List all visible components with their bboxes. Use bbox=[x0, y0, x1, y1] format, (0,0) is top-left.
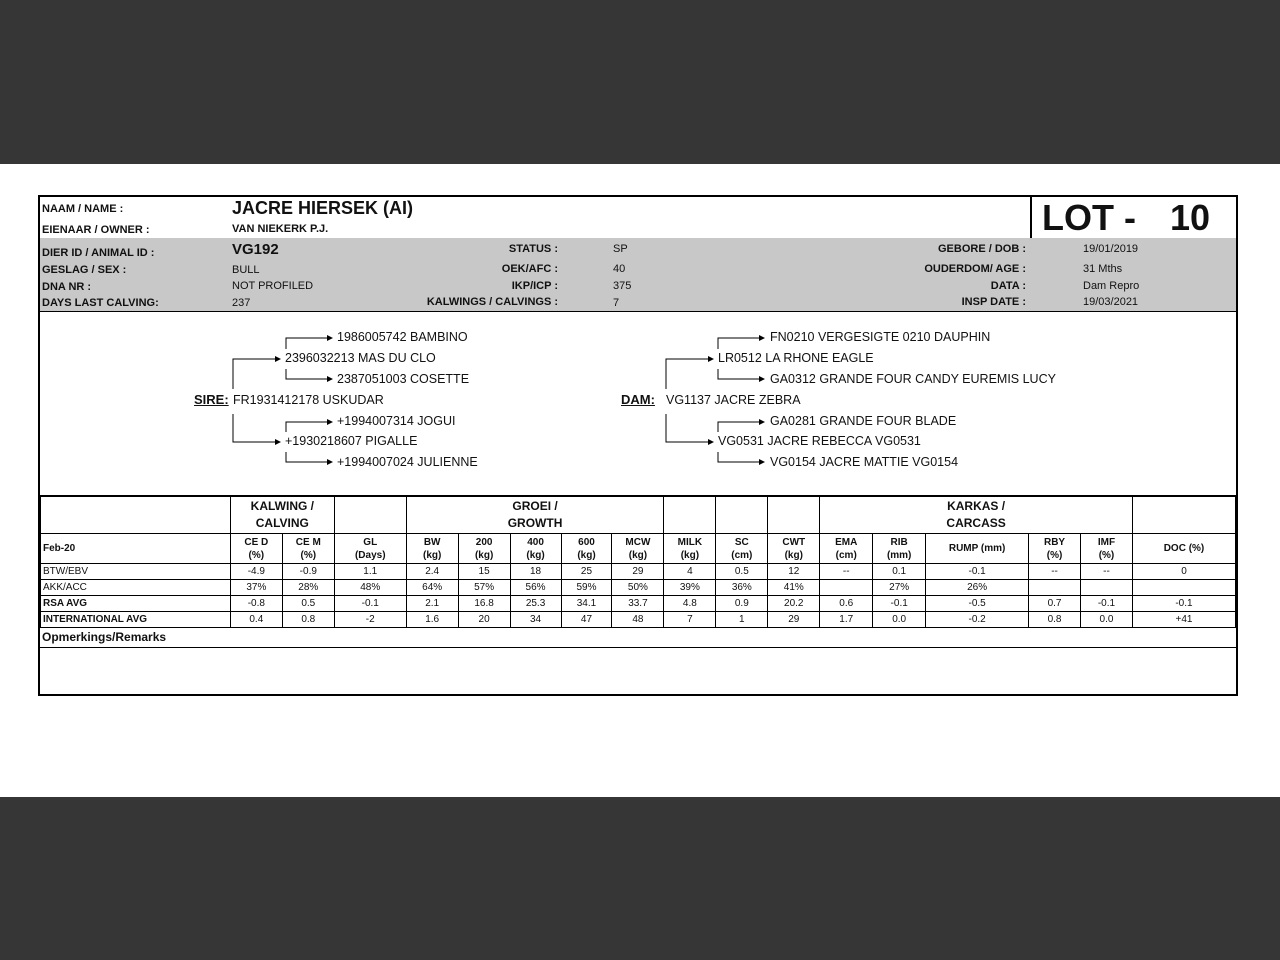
table-cell: 41% bbox=[768, 580, 820, 596]
table-cell: 64% bbox=[406, 580, 458, 596]
column-header: CE D (%) bbox=[230, 534, 282, 564]
table-cell: 29 bbox=[768, 612, 820, 628]
dam-dam-dam: VG0154 JACRE MATTIE VG0154 bbox=[770, 455, 959, 469]
group-carcass: KARKAS / CARCASS bbox=[820, 497, 1133, 534]
column-header: MCW (kg) bbox=[612, 534, 664, 564]
dam-name: VG1137 JACRE ZEBRA bbox=[666, 393, 801, 407]
table-cell: 0.7 bbox=[1029, 596, 1081, 612]
dam-label: DAM: bbox=[621, 392, 655, 407]
table-cell: 28% bbox=[282, 580, 334, 596]
column-header: RUMP (mm) bbox=[926, 534, 1029, 564]
table-cell: 20 bbox=[458, 612, 510, 628]
column-header: DOC (%) bbox=[1132, 534, 1235, 564]
table-cell: -0.5 bbox=[926, 596, 1029, 612]
dam-sire-dam: GA0312 GRANDE FOUR CANDY EUREMIS LUCY bbox=[770, 372, 1056, 386]
table-cell: 34 bbox=[510, 612, 561, 628]
table-cell: 25.3 bbox=[510, 596, 561, 612]
table-cell: 1 bbox=[716, 612, 768, 628]
afc-value: 40 bbox=[613, 263, 626, 275]
name-label: NAAM / NAME : bbox=[42, 203, 124, 215]
table-cell: 12 bbox=[768, 564, 820, 580]
table-cell: -4.9 bbox=[230, 564, 282, 580]
table-cell: 0.5 bbox=[716, 564, 768, 580]
sire-name: FR1931412178 USKUDAR bbox=[233, 393, 384, 407]
table-cell: 4 bbox=[664, 564, 716, 580]
column-header: 200 (kg) bbox=[458, 534, 510, 564]
row-label: RSA AVG bbox=[41, 596, 231, 612]
age-value: 31 Mths bbox=[1083, 263, 1123, 275]
table-cell bbox=[1081, 580, 1133, 596]
afc-label: OEK/AFC : bbox=[501, 263, 558, 275]
table-cell: 34.1 bbox=[561, 596, 612, 612]
table-cell: 57% bbox=[458, 580, 510, 596]
table-cell: 47 bbox=[561, 612, 612, 628]
table-cell: -0.2 bbox=[926, 612, 1029, 628]
table-cell: -- bbox=[1081, 564, 1133, 580]
calvings-label: KALWINGS / CALVINGS : bbox=[426, 296, 558, 308]
lot-box bbox=[1030, 197, 1238, 238]
insp-date-value: 19/03/2021 bbox=[1083, 296, 1139, 308]
table-cell: 59% bbox=[561, 580, 612, 596]
table-cell: 0.0 bbox=[873, 612, 926, 628]
table-cell: 0.4 bbox=[230, 612, 282, 628]
group-header-row bbox=[41, 497, 1236, 534]
icp-label: IKP/ICP : bbox=[511, 280, 558, 292]
table-cell: 0 bbox=[1132, 564, 1235, 580]
table-cell: 29 bbox=[612, 564, 664, 580]
lot-sheet bbox=[38, 195, 1238, 696]
calvings-value: 7 bbox=[613, 297, 620, 309]
dam-sire: LR0512 LA RHONE EAGLE bbox=[718, 351, 874, 365]
table-cell: 26% bbox=[926, 580, 1029, 596]
table-cell: 0.0 bbox=[1081, 612, 1133, 628]
group-growth: GROEI / GROWTH bbox=[406, 497, 664, 534]
table-cell: 36% bbox=[716, 580, 768, 596]
animal-id-value: VG192 bbox=[232, 241, 279, 258]
row-label: INTERNATIONAL AVG bbox=[41, 612, 231, 628]
column-header: RBY (%) bbox=[1029, 534, 1081, 564]
table-cell: 16.8 bbox=[458, 596, 510, 612]
lot-number: 10 bbox=[1170, 197, 1211, 238]
table-cell: 0.8 bbox=[282, 612, 334, 628]
table-cell: -- bbox=[820, 564, 873, 580]
insp-date-label: INSP DATE : bbox=[961, 296, 1026, 308]
table-cell: 48 bbox=[612, 612, 664, 628]
data-value: Dam Repro bbox=[1083, 280, 1140, 292]
table-cell: 0.9 bbox=[716, 596, 768, 612]
table-cell: 7 bbox=[664, 612, 716, 628]
sire-label: SIRE: bbox=[194, 392, 229, 407]
dam-dam-sire: GA0281 GRANDE FOUR BLADE bbox=[770, 414, 957, 428]
table-cell: 4.8 bbox=[664, 596, 716, 612]
dob-label: GEBORE / DOB : bbox=[937, 243, 1026, 255]
table-cell bbox=[820, 580, 873, 596]
table-cell: -0.8 bbox=[230, 596, 282, 612]
table-row bbox=[41, 580, 1236, 596]
table-cell: 56% bbox=[510, 580, 561, 596]
status-label: STATUS : bbox=[508, 243, 558, 255]
row-label: AKK/ACC bbox=[41, 580, 231, 596]
ebv-table bbox=[40, 496, 1236, 628]
table-row bbox=[41, 612, 1236, 628]
info-band bbox=[40, 238, 1236, 312]
animal-id-label: DIER ID / ANIMAL ID : bbox=[42, 247, 155, 259]
column-header: CWT (kg) bbox=[768, 534, 820, 564]
column-header: 400 (kg) bbox=[510, 534, 561, 564]
remarks-label: Opmerkings/Remarks bbox=[42, 630, 167, 644]
dam-dam: VG0531 JACRE REBECCA VG0531 bbox=[718, 434, 921, 448]
dam-sire-sire: FN0210 VERGESIGTE 0210 DAUPHIN bbox=[770, 330, 991, 344]
table-row bbox=[41, 564, 1236, 580]
column-header: BW (kg) bbox=[406, 534, 458, 564]
status-value: SP bbox=[613, 243, 628, 255]
column-header: SC (cm) bbox=[716, 534, 768, 564]
table-cell: 1.1 bbox=[334, 564, 406, 580]
sire-dam-sire: +1994007314 JOGUI bbox=[337, 414, 456, 428]
table-cell: -2 bbox=[334, 612, 406, 628]
animal-name: JACRE HIERSEK (AI) bbox=[232, 198, 414, 218]
table-cell: 1.7 bbox=[820, 612, 873, 628]
name-header bbox=[40, 197, 1236, 239]
dna-label: DNA NR : bbox=[42, 281, 92, 293]
table-cell: 1.6 bbox=[406, 612, 458, 628]
column-header: MILK (kg) bbox=[664, 534, 716, 564]
data-label: DATA : bbox=[990, 280, 1026, 292]
sire-dam-dam: +1994007024 JULIENNE bbox=[337, 455, 478, 469]
table-cell: 27% bbox=[873, 580, 926, 596]
table-cell: 33.7 bbox=[612, 596, 664, 612]
table-cell: -0.1 bbox=[873, 596, 926, 612]
row-label: BTW/EBV bbox=[41, 564, 231, 580]
sire-sire-dam: 2387051003 COSETTE bbox=[337, 372, 470, 386]
dob-value: 19/01/2019 bbox=[1083, 243, 1139, 255]
table-cell: 25 bbox=[561, 564, 612, 580]
icp-value: 375 bbox=[613, 280, 632, 292]
sex-value: BULL bbox=[232, 264, 260, 276]
table-cell: -0.1 bbox=[926, 564, 1029, 580]
table-cell: 15 bbox=[458, 564, 510, 580]
table-cell bbox=[1029, 580, 1081, 596]
pedigree bbox=[40, 312, 1236, 496]
table-cell: -0.1 bbox=[334, 596, 406, 612]
table-cell: -0.1 bbox=[1081, 596, 1133, 612]
table-row bbox=[41, 596, 1236, 612]
period-label: Feb-20 bbox=[41, 534, 231, 564]
table-cell: -0.9 bbox=[282, 564, 334, 580]
table-cell: 50% bbox=[612, 580, 664, 596]
sire-sire-sire: 1986005742 BAMBINO bbox=[337, 330, 468, 344]
table-cell: 37% bbox=[230, 580, 282, 596]
owner-label: EIENAAR / OWNER : bbox=[42, 224, 150, 236]
age-label: OUDERDOM/ AGE : bbox=[924, 263, 1026, 275]
column-header: IMF (%) bbox=[1081, 534, 1133, 564]
table-cell: 2.4 bbox=[406, 564, 458, 580]
column-header: EMA (cm) bbox=[820, 534, 873, 564]
column-header-row bbox=[41, 534, 1236, 564]
table-cell: 48% bbox=[334, 580, 406, 596]
days-last-calving-value: 237 bbox=[232, 297, 251, 309]
sire-sire: 2396032213 MAS DU CLO bbox=[285, 351, 436, 365]
owner-value: VAN NIEKERK P.J. bbox=[232, 223, 329, 235]
table-cell: -- bbox=[1029, 564, 1081, 580]
lot-label: LOT - bbox=[1042, 197, 1136, 238]
table-cell: 0.5 bbox=[282, 596, 334, 612]
days-last-calving-label: DAYS LAST CALVING: bbox=[42, 297, 159, 309]
sex-label: GESLAG / SEX : bbox=[42, 264, 127, 276]
sire-dam: +1930218607 PIGALLE bbox=[285, 434, 418, 448]
table-cell bbox=[1132, 580, 1235, 596]
table-cell: 39% bbox=[664, 580, 716, 596]
group-calving: KALWING / CALVING bbox=[230, 497, 334, 534]
table-cell: 0.6 bbox=[820, 596, 873, 612]
column-header: RIB (mm) bbox=[873, 534, 926, 564]
column-header: 600 (kg) bbox=[561, 534, 612, 564]
dna-value: NOT PROFILED bbox=[232, 280, 314, 292]
table-cell: 18 bbox=[510, 564, 561, 580]
table-cell: 0.8 bbox=[1029, 612, 1081, 628]
table-cell: 0.1 bbox=[873, 564, 926, 580]
table-cell: 2.1 bbox=[406, 596, 458, 612]
column-header: GL (Days) bbox=[334, 534, 406, 564]
column-header: CE M (%) bbox=[282, 534, 334, 564]
table-cell: 20.2 bbox=[768, 596, 820, 612]
table-cell: -0.1 bbox=[1132, 596, 1235, 612]
table-cell: +41 bbox=[1132, 612, 1235, 628]
remarks-row bbox=[40, 629, 1236, 648]
